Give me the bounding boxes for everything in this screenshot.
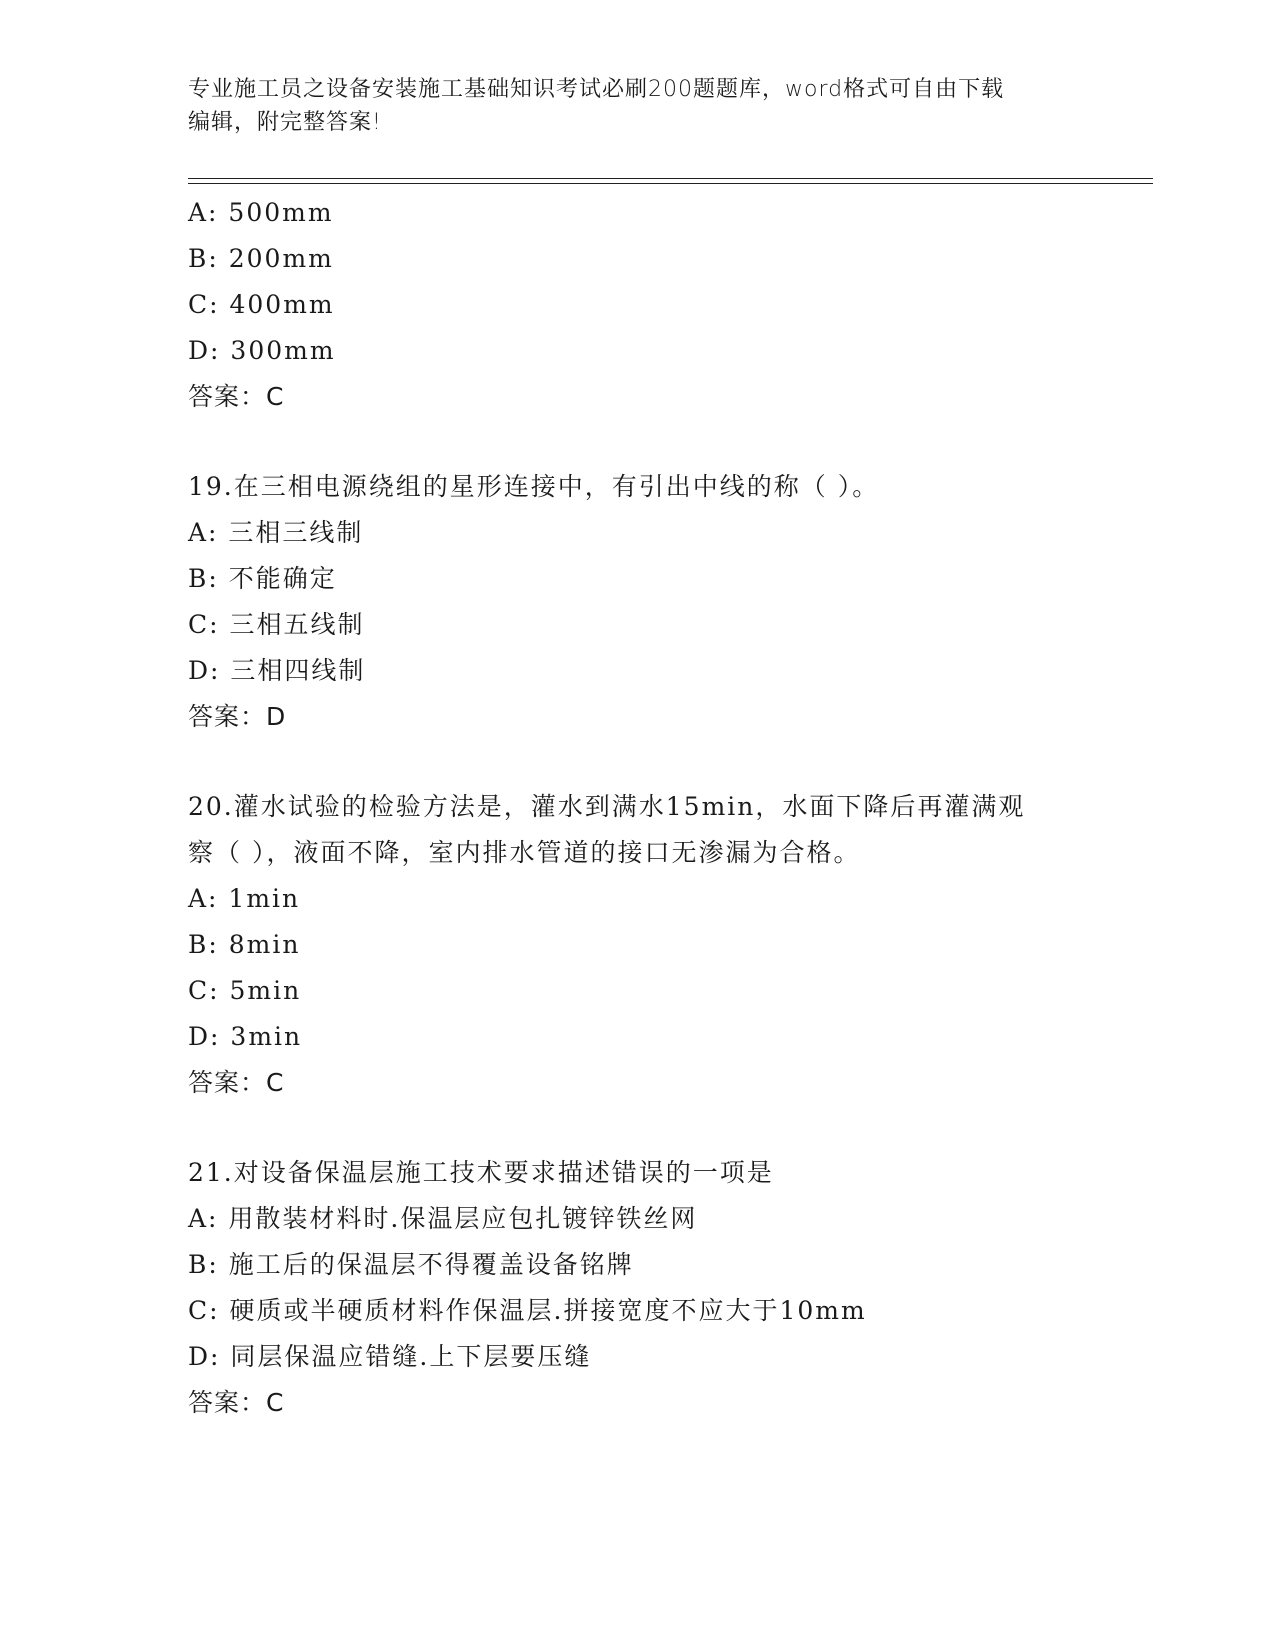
option-d: D: 三相四线制	[188, 656, 366, 685]
header-title-line-2: 编辑，附完整答案!	[188, 110, 382, 135]
option-a: A: 用散装材料时.保温层应包扎镀锌铁丝网	[188, 1204, 698, 1233]
header-divider-bottom	[188, 183, 1153, 184]
question-content	[188, 190, 1138, 1426]
question-21	[188, 1150, 1138, 1426]
question-19	[188, 464, 1138, 740]
answer-line: 答案：C	[188, 382, 285, 411]
option-c: C: 5min	[188, 976, 302, 1005]
option-c: C: 三相五线制	[188, 610, 365, 639]
header-title-line-1: 专业施工员之设备安装施工基础知识考试必刷200题题库，word格式可自由下载	[188, 77, 1005, 102]
document-header	[188, 73, 1088, 139]
option-b: B: 200mm	[188, 244, 334, 273]
option-d: D: 3min	[188, 1022, 303, 1051]
question-18-continued	[188, 190, 1138, 420]
answer-line: 答案：D	[188, 702, 287, 731]
option-b: B: 8min	[188, 930, 301, 959]
option-c: C: 400mm	[188, 290, 335, 319]
question-stem-line-2: 察（ ），液面不降，室内排水管道的接口无渗漏为合格。	[188, 838, 861, 867]
option-d: D: 同层保温应错缝.上下层要压缝	[188, 1342, 592, 1371]
question-stem: 19.在三相电源绕组的星形连接中，有引出中线的称（ ）。	[188, 472, 880, 501]
question-20	[188, 784, 1138, 1106]
option-a: A: 三相三线制	[188, 518, 364, 547]
option-a: A: 500mm	[188, 198, 334, 227]
answer-line: 答案：C	[188, 1068, 285, 1097]
option-c: C: 硬质或半硬质材料作保温层.拼接宽度不应大于10mm	[188, 1296, 867, 1325]
header-divider-top	[188, 178, 1153, 179]
option-d: D: 300mm	[188, 336, 336, 365]
question-stem-line-1: 20.灌水试验的检验方法是，灌水到满水15min，水面下降后再灌满观	[188, 792, 1026, 821]
option-a: A: 1min	[188, 884, 301, 913]
option-b: B: 施工后的保温层不得覆盖设备铭牌	[188, 1250, 634, 1279]
answer-line: 答案：C	[188, 1388, 285, 1417]
question-stem: 21.对设备保温层施工技术要求描述错误的一项是	[188, 1158, 774, 1187]
option-b: B: 不能确定	[188, 564, 337, 593]
